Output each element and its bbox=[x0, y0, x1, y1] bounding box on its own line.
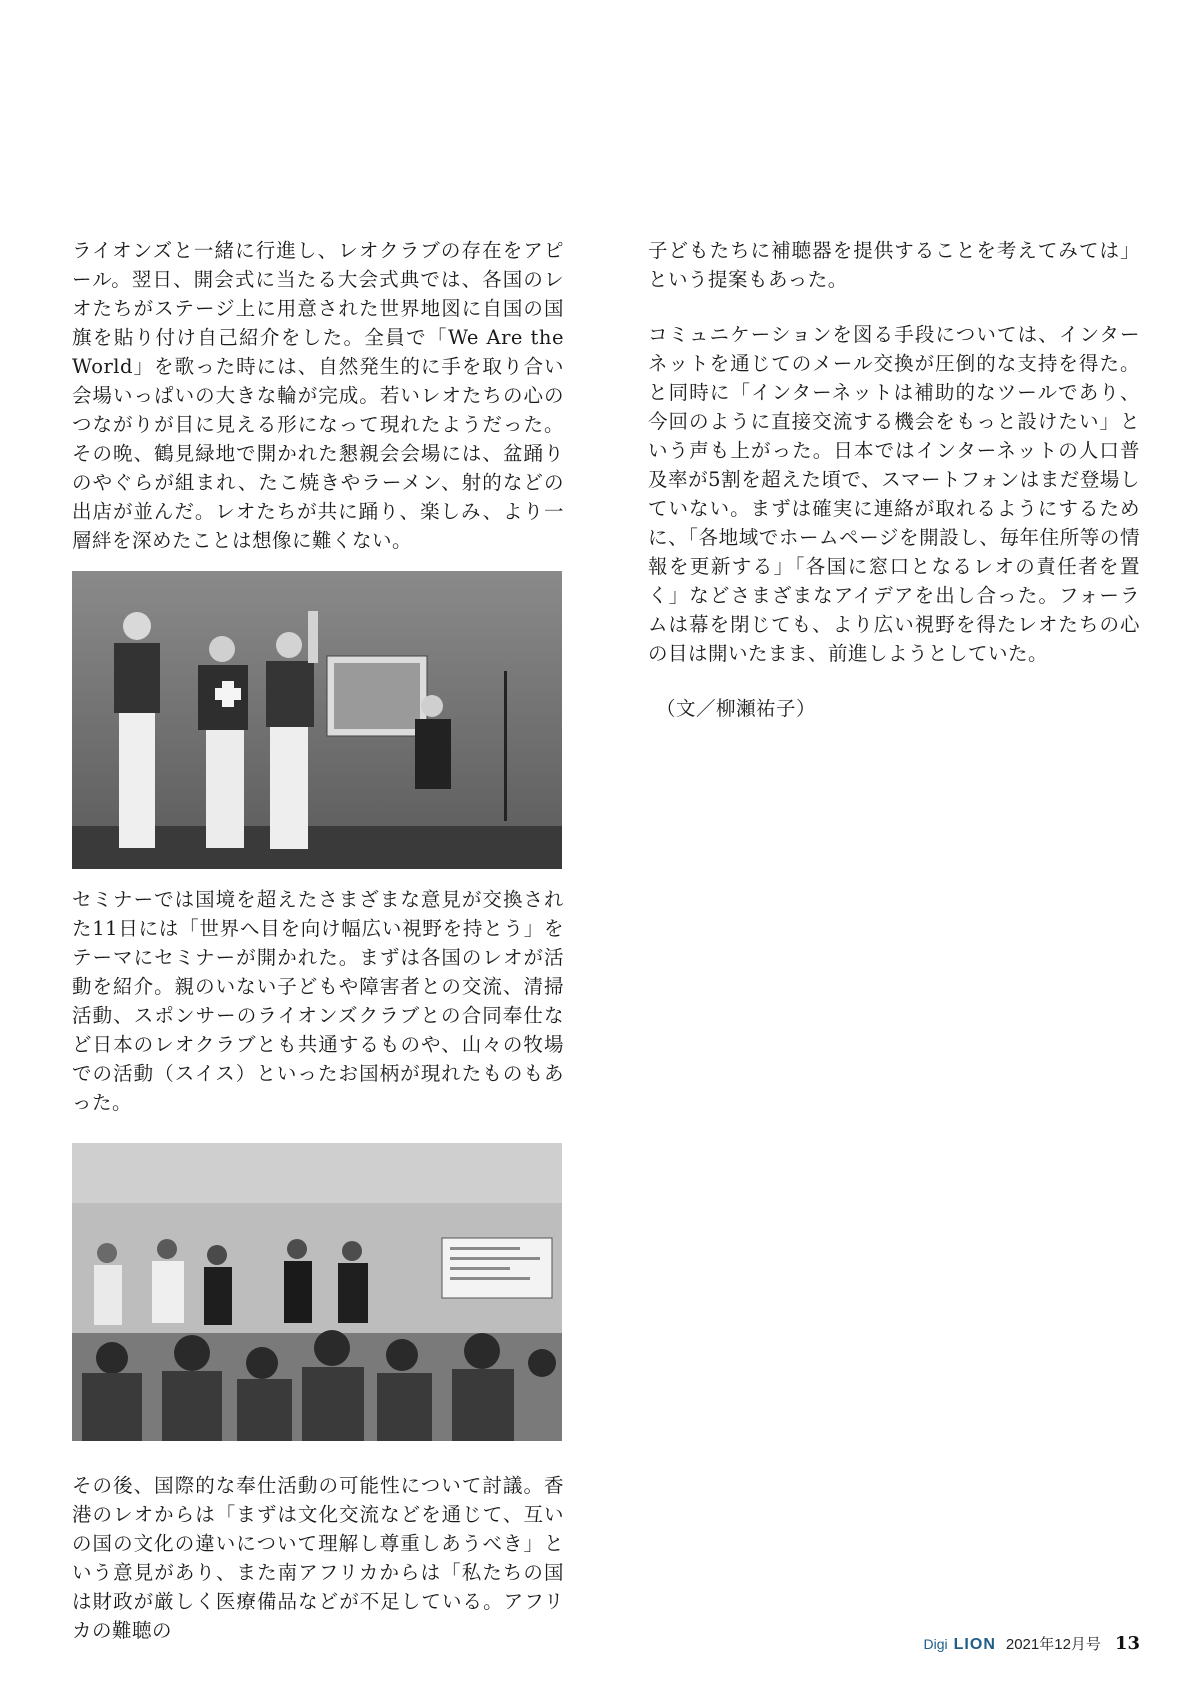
article-paragraph-5: コミュニケーションを図る手段については、インターネットを通じてのメール交換が圧倒的な支持を得た。と同時に「インターネットは補助的なツールであり、今回のように直接交流する機会をもっと設けたい」という声も上がった。日本ではインターネットの人口普及率が5割を超えた頃で、スマートフォンはまだ登場していない。まずは確実に連絡が取れるようにするために、「各地域でホームページを開設し、毎年住所等の情報を更新する」「各国に窓口となるレオの責任者を置く」などさまざまなアイデアを出し合った。フォーラムは幕を閉じても、より広い視野を得たレオたちの心の目は開いたまま、前進しようとしていた。 bbox=[648, 323, 1140, 665]
stage-photo-illustration bbox=[72, 571, 562, 869]
seminar-photo bbox=[72, 1143, 562, 1441]
footer-issue: 2021年12月号 bbox=[1005, 1636, 1101, 1653]
right-column bbox=[648, 236, 1140, 723]
footer-brand-logo: LION bbox=[953, 1636, 996, 1653]
article-paragraph-3: その後、国際的な奉仕活動の可能性について討議。香港のレオからは「まずは文化交流などを通じて、互いの国の文化の違いについて理解し尊重しあうべき」という意見があり、また南アフリカからは「私たちの国は財政が厳しく医療備品などが不足している。アフリカの難聴の bbox=[72, 1474, 564, 1642]
page-number: 13 bbox=[1114, 1633, 1140, 1654]
page-footer bbox=[924, 1633, 1140, 1654]
stage-photo bbox=[72, 571, 562, 869]
article-paragraph-2: セミナーでは国境を超えたさまざまな意見が交換された11日には「世界へ目を向け幅広い視野を持とう」をテーマにセミナーが開かれた。まずは各国のレオが活動を紹介。親のいない子どもや障害者との交流、清掃活動、スポンサーのライオンズクラブとの合同奉仕など日本のレオクラブとも共通するものや、山々の牧場での活動（スイス）といったお国柄が現れたものもあった。 bbox=[72, 888, 564, 1114]
footer-digi: Digi bbox=[923, 1636, 948, 1652]
author-credit: （文／柳瀬祐子） bbox=[656, 697, 817, 720]
seminar-photo-illustration bbox=[72, 1143, 562, 1441]
article-paragraph-1: ライオンズと一緒に行進し、レオクラブの存在をアピール。翌日、開会式に当たる大会式典では、各国のレオたちがステージ上に用意された世界地図に自国の国旗を貼り付け自己紹介をした。全員で「We Are the World」を歌った時には、自然発生的に手を取り合い会場いっぱいの大きな輪が完成。若いレオたちの心のつながりが目に見える形になって現れたようだった。その晩、鶴見緑地で開かれた懇親会会場には、盆踊りのやぐらが組まれ、たこ焼きやラーメン、射的などの出店が並んだ。レオたちが共に踊り、楽しみ、より一層絆を深めたことは想像に難くない。 bbox=[72, 239, 564, 552]
left-column bbox=[72, 236, 564, 1645]
article-paragraph-4: 子どもたちに補聴器を提供することを考えてみては」という提案もあった。 bbox=[648, 239, 1140, 291]
